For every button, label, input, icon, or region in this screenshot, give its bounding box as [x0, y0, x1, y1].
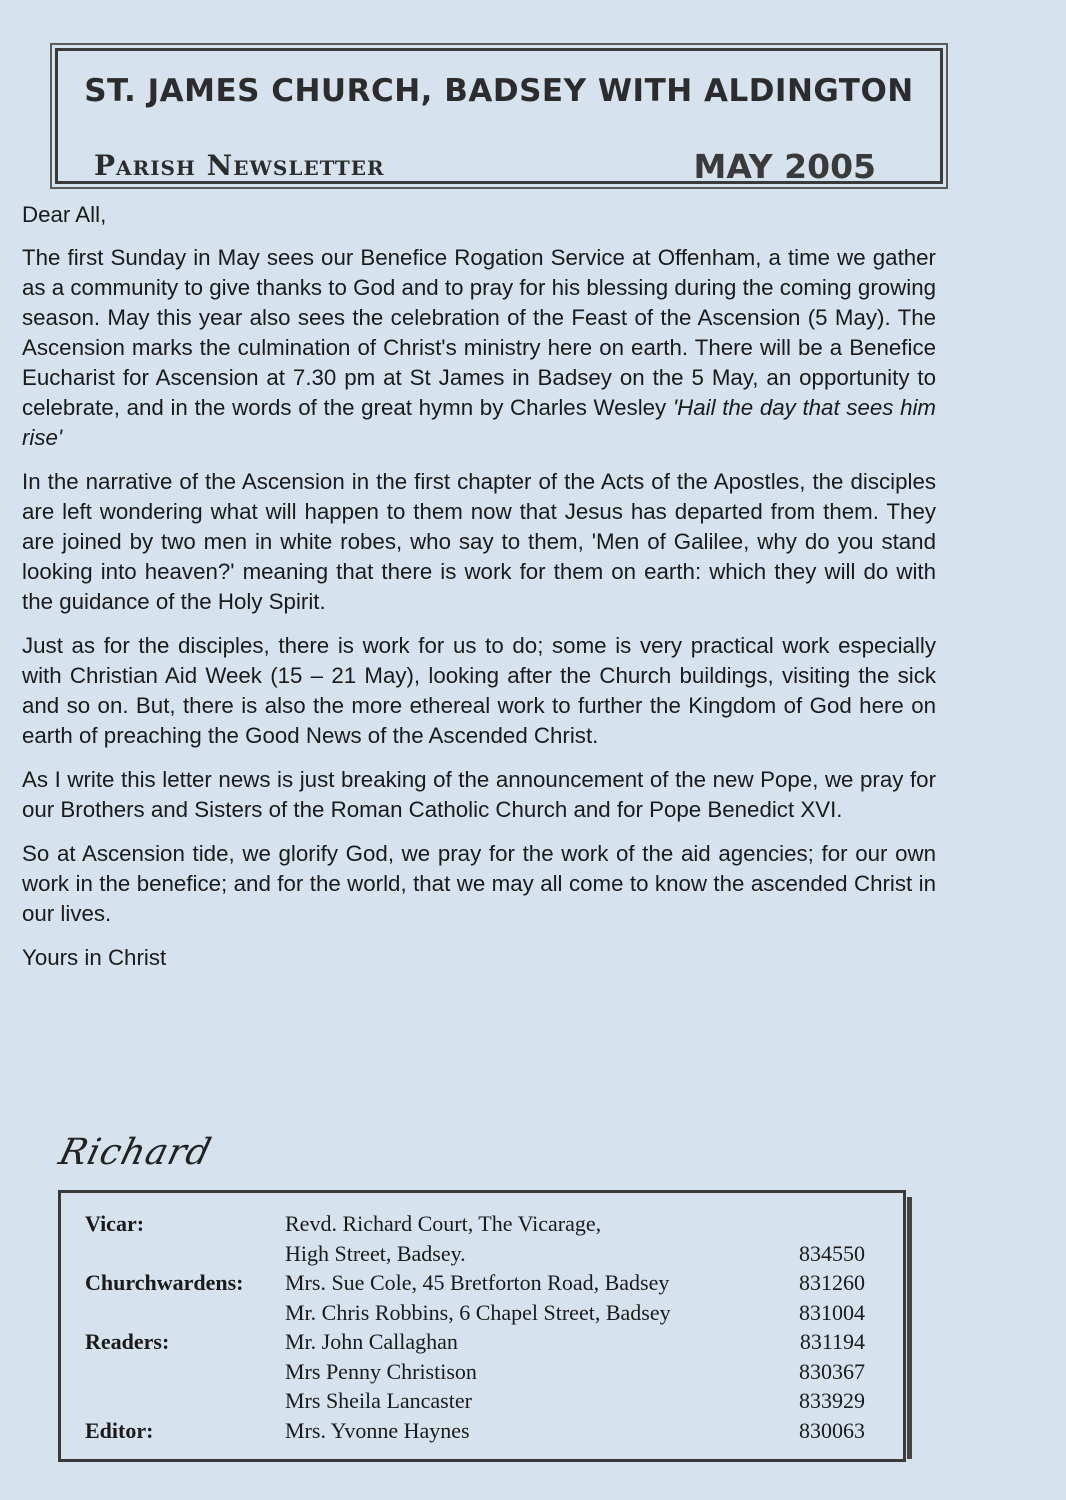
issue-date: MAY 2005	[693, 147, 876, 186]
contact-role	[85, 1388, 285, 1418]
contact-phone: 833929	[799, 1388, 865, 1413]
contact-row	[85, 1300, 865, 1330]
contact-role: Editor:	[85, 1417, 154, 1443]
paragraph-work: Just as for the disciples, there is work for us to do; some is very practical work especially with Christian Aid Week (15 – 21 May), looking after the Church buildings, visiting the sick and so on. But, there is also the more ethereal work to further the Kingdom of God here on earth of preaching the Good News of the Ascended Christ.	[22, 633, 936, 748]
contact-role: Readers:	[85, 1329, 170, 1354]
contact-row	[85, 1270, 865, 1300]
contact-name: Mrs Penny Christison	[285, 1358, 477, 1384]
paragraph-closing-prayer: So at Ascension tide, we glorify God, we pray for the work of the aid agencies; for our own work in the benefice; and for the world, that we may all come to know the ascended Christ in our lives.	[22, 841, 936, 926]
contact-phone: 834550	[799, 1240, 865, 1266]
signature: Richard	[54, 1132, 216, 1173]
closing-line: Yours in Christ	[22, 945, 167, 970]
contact-role	[85, 1359, 285, 1389]
contact-role	[85, 1300, 285, 1330]
contact-phone: 830367	[799, 1358, 865, 1384]
church-title: ST. JAMES CHURCH, BADSEY WITH ALDINGTON	[84, 73, 914, 109]
contact-name: Mrs. Sue Cole, 45 Bretforton Road, Badsey	[285, 1270, 670, 1295]
contact-row	[85, 1388, 865, 1418]
contact-role: Churchwardens:	[85, 1270, 244, 1295]
contact-phone	[775, 1211, 865, 1241]
contact-role	[85, 1241, 285, 1271]
contact-name: Mr. John Callaghan	[285, 1329, 458, 1354]
salutation: Dear All,	[22, 202, 107, 227]
paragraph-rogation	[22, 243, 936, 453]
contact-phone: 831004	[799, 1299, 865, 1325]
contact-phone: 831194	[799, 1329, 865, 1354]
contact-name: Revd. Richard Court, The Vicarage,	[285, 1211, 602, 1236]
newsletter-subtitle: Parish Newsletter	[94, 149, 385, 182]
masthead-box	[55, 48, 943, 184]
vicar-letter	[22, 200, 936, 987]
paragraph-ascension-narrative: In the narrative of the Ascension in the first chapter of the Acts of the Apostles, the disciples are left wondering what will happen to them now that Jesus has departed from them. They are joined by two men in white robes, who say to them, 'Men of Galilee, why do you stand looking into heaven?' meaning that there is work for them on earth: which they will do with the guidance of the Holy Spirit.	[22, 469, 936, 614]
contact-phone: 830063	[799, 1417, 865, 1443]
contact-row	[85, 1241, 865, 1271]
contact-role: Vicar:	[85, 1211, 145, 1236]
contact-row	[85, 1329, 865, 1359]
contact-name: Mrs. Yvonne Haynes	[285, 1417, 470, 1443]
contact-name: Mr. Chris Robbins, 6 Chapel Street, Badsey	[285, 1299, 671, 1325]
contacts-table	[85, 1211, 865, 1447]
paragraph-text: The first Sunday in May sees our Benefice Rogation Service at Offenham, a time we gather as a community to give thanks to God and to pray for his blessing during the coming growing season. May this year also sees the celebration of the Feast of the Ascension (5 May). The Ascension marks the culmination of Christ's ministry here on earth. There will be a Benefice Eucharist for Ascension at 7.30 pm at St James in Badsey on the 5 May, an opportunity to celebrate, and in the words of the great hymn by Charles Wesley	[22, 245, 936, 420]
contact-phone: 831260	[799, 1270, 865, 1295]
contacts-box	[58, 1190, 906, 1462]
paragraph-new-pope: As I write this letter news is just breaking of the announcement of the new Pope, we pray for our Brothers and Sisters of the Roman Catholic Church and for Pope Benedict XVI.	[22, 767, 936, 822]
contact-row	[85, 1211, 865, 1241]
contact-row	[85, 1359, 865, 1389]
hymn-quote: 'Hail the day that sees him rise'	[22, 395, 936, 450]
contact-name: Mrs Sheila Lancaster	[285, 1388, 472, 1413]
contact-name: High Street, Badsey.	[285, 1240, 466, 1266]
contact-row	[85, 1418, 865, 1448]
